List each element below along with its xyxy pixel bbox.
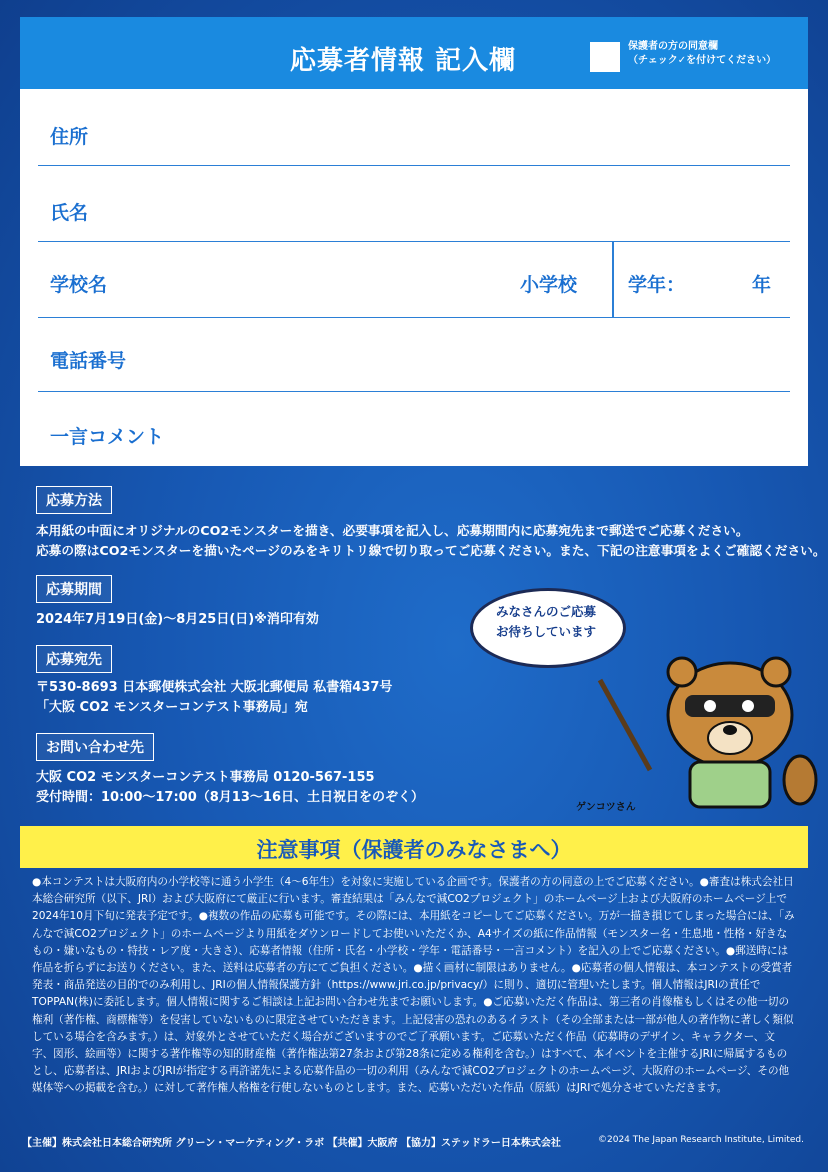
address-label[interactable]: 住所 [50, 126, 89, 148]
notice-body: ●本コンテストは大阪府内の小学校等に通う小学生（4～6年生）を対象に実施している企画です。保護者の方の同意の上でご応募ください。●審査は株式会社日本総合研究所（以下、JRI）および大阪府にて厳正に行います。審査結果は「みんなで減CO2プロジェクト」のホームページ上および大阪府のホームページ上で2024年10月下旬に発表予定です。●複数の作品の応募も可能です。その際には、本用紙をコピーしてご応募ください。万が一描き損じてしまった場合には、「みんなで減CO2プロジェクト」のホームページより用紙をダウンロードしてお使いいただくか、A4サイズの紙に作品情報（モンスター名・生息地・性格・好きなもの・嫌いなもの・特技・レア度・大きさ）、応募者情報（住所・氏名・小学校・学年・電話番号・一言コメント）を記入の上でご応募ください。●郵送時には作品を折らずにお送りください。また、送料は応募者の方にてご負担ください。●描く画材に制限はありません。●応募者の個人情報は、本コンテストの受賞者発表・商品発送の目的でのみ利用し、JRIの個人情報保護方針（https://www.jri.co.jp/privacy/）に則り、適切に管理いたします。個人情報はJRIの責任でTOPPAN(株)に委託します。個人情報に関するご相談は上記お問い合わせ先までお願いします。●ご応募いただく作品は、第三者の肖像権もしくはその他一切の権利（著作権、商標権等）を侵害していないものに限定させていただきます。上記侵害の恐れのあるイラスト（その全部または一部が他人の著作物に著しく類似している場合を含みます。）は、対象外とさせていただく場合がございますのでご了承願います。ご応募いただく作品（応募時のデザイン、キャラクター、文字、図形、絵画等）に関する著作権等の知的財産権（著作権法第27条および第28条に定める権利を含む。）はすべて、本イベントを主催するJRIに帰属するものとし、応募者は、JRIおよびJRIが指定する再許諾先による応募作品の一切の利用（みんなで減CO2プロジェクトのホームページ、大阪府のホームページ、その他媒体等への掲載を含む。）に対して著作権人格権を行使しないものとします。また、応募いただいた作品（原紙）はJRIで処分させていただきます。 [32, 876, 795, 1095]
entry-form [20, 89, 808, 466]
speech-text: みなさんのご応募 お待ちしています [495, 604, 596, 639]
phone-row [38, 89, 790, 392]
name-label[interactable]: 氏名 [50, 202, 89, 224]
contact-text: 大阪 CO2 モンスターコンテスト事務局 0120-567-155 受付時間：10:00～17:00（8月13～16日、土日祝日をのぞく） [36, 770, 424, 805]
comment-label[interactable]: 一言コメント [50, 426, 165, 448]
address-tag: 応募宛先 [36, 645, 112, 673]
grade-suffix: 年 [752, 274, 772, 296]
grade-label[interactable]: 学年： [628, 274, 686, 296]
period-text: 2024年7月19日(金)～8月25日(日)※消印有効 [36, 612, 319, 627]
consent-label: 保護者の方の同意欄 （チェック✓を付けてください） [628, 41, 777, 66]
footer-copyright: ©2024 The Japan Research Institute, Limited. [598, 1135, 804, 1145]
contact-tag: お問い合わせ先 [36, 733, 154, 761]
consent-checkbox[interactable] [590, 42, 620, 72]
address-text: 〒530-8693 日本郵便株式会社 大阪北郵便局 私書箱437号 「大阪 CO2 モンスターコンテスト事務局」宛 [36, 680, 393, 715]
notice-title: 注意事項（保護者のみなさまへ） [256, 838, 572, 862]
grade-divider [612, 242, 614, 317]
method-text: 本用紙の中面にオリジナルのCO2モンスターを描き、必要事項を記入し、応募期間内に応募宛先まで郵送でご応募ください。 応募の際はCO2モンスターを描いたページのみをキリトリ線で切り取ってご応募ください。また、下記の注意事項をよくご確認ください。 [36, 523, 826, 558]
school-label[interactable]: 学校名 [50, 274, 108, 296]
method-tag: 応募方法 [36, 486, 112, 514]
footer-credits: 【主催】株式会社日本総合研究所 グリーン・マーケティング・ラボ 【共催】大阪府 【協力】ステッドラー日本株式会社 [22, 1138, 561, 1149]
school-suffix: 小学校 [520, 274, 578, 296]
phone-label[interactable]: 電話番号 [50, 350, 127, 372]
tanuki-mascot-icon [590, 640, 820, 820]
period-tag: 応募期間 [36, 575, 112, 603]
mascot-name: ゲンコツさん [576, 802, 636, 813]
notice-header [20, 826, 808, 868]
form-title: 応募者情報 記入欄 [290, 46, 517, 76]
